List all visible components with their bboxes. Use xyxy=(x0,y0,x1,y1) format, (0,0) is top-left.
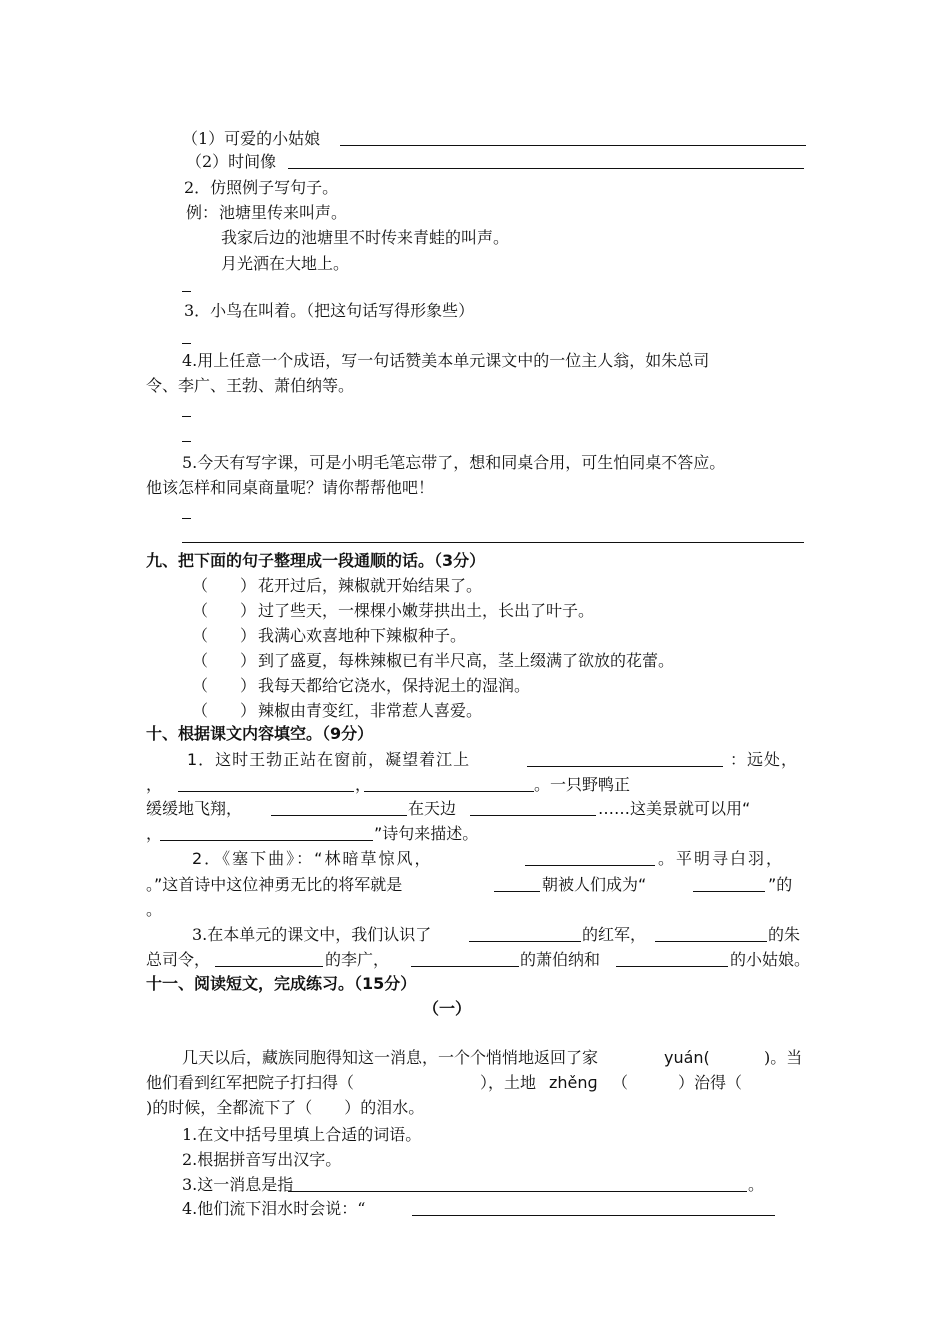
q8-item5-line1: 5.今天有写字课，可是小明毛笔忘带了，想和同桌合用，可生怕同桌不答应。 xyxy=(182,453,726,472)
passage-line1: 几天以后，藏族同胞得知这一消息，一个个悄悄地返回了家 yuán( )。当 xyxy=(0,1046,950,1070)
prompt-sentence: 月光洒在大地上。 xyxy=(221,254,350,273)
q8-item2 xyxy=(0,150,950,174)
answer-dash[interactable] xyxy=(182,416,191,417)
q8-example-line1 xyxy=(0,201,950,225)
q8-item5-line2: 他该怎样和同桌商量呢？请你帮帮他吧！ xyxy=(146,478,435,497)
blank[interactable] xyxy=(215,948,323,967)
blank[interactable] xyxy=(494,873,540,892)
q10-line8: 3.在本单元的课文中，我们认识了 的红军， 的朱 xyxy=(192,925,801,944)
blank[interactable] xyxy=(470,797,596,816)
q9-sentence: （ ） 过了些天，一棵棵小嫩芽拱出土，长出了叶子。 xyxy=(0,599,950,623)
q11-question2: 2.根据拼音写出汉字。 xyxy=(182,1150,342,1169)
blank[interactable] xyxy=(271,797,407,816)
answer-line[interactable] xyxy=(288,1173,747,1192)
passage-line3: )的时候，全都流下了（ ）的泪水。 xyxy=(146,1098,425,1117)
q8-item4-line2: 令、李广、王勃、萧伯纳等。 xyxy=(146,376,355,395)
q11-heading: 十一、阅读短文，完成练习。（15分） xyxy=(146,974,417,993)
order-bracket[interactable]: （ ） xyxy=(192,601,257,620)
blank[interactable] xyxy=(655,923,767,942)
example-sentence: 我家后边的池塘里不时传来青蛙的叫声。 xyxy=(221,228,510,247)
passage-line2: 他们看到红军把院子打扫得（ ），土地 zhěnɡ （ ）治得（ xyxy=(0,1071,950,1095)
example-label: 例： xyxy=(186,203,219,222)
blank[interactable] xyxy=(160,822,373,841)
q9-sentence: （ ） 我每天都给它浇水，保持泥土的湿润。 xyxy=(0,674,950,698)
answer-dash[interactable] xyxy=(182,518,191,519)
pinyin: zhěnɡ xyxy=(549,1073,598,1092)
answer-line[interactable] xyxy=(182,542,804,543)
q8-item1 xyxy=(0,127,950,151)
order-bracket[interactable]: （ ） xyxy=(192,676,257,695)
q9-sentence: （ ） 花开过后，辣椒就开始结果了。 xyxy=(0,574,950,598)
q8-item1-label: （1）可爱的小姑娘 xyxy=(182,129,321,148)
q8-example-line3 xyxy=(0,252,950,276)
q10-line5: 2．《塞下曲》：“林暗草惊风， 。平明寻白羽， xyxy=(192,849,785,868)
answer-line[interactable] xyxy=(288,150,804,169)
order-bracket[interactable]: （ ） xyxy=(192,576,257,595)
blank[interactable] xyxy=(364,773,534,792)
pinyin: yuán( xyxy=(664,1048,710,1067)
q9-sentence: （ ） 辣椒由青变红，非常惹人喜爱。 xyxy=(0,699,950,723)
blank[interactable] xyxy=(616,948,728,967)
order-bracket[interactable]: （ ） xyxy=(192,626,257,645)
q10-line1: 1．这时王勃正站在窗前，凝望着江上 ：远处， xyxy=(187,750,799,769)
answer-dash[interactable] xyxy=(182,291,191,292)
q11-question1: 1.在文中括号里填上合适的词语。 xyxy=(182,1125,422,1144)
q10-line6: 。”这首诗中这位神勇无比的将军就是 朝被人们成为“ ”的 xyxy=(146,875,793,894)
blank[interactable] xyxy=(525,847,655,866)
q8-item2-label: （2）时间像 xyxy=(186,152,277,171)
q9-heading: 九、把下面的句子整理成一段通顺的话。（3分） xyxy=(146,551,486,570)
q10-line3: 缓缓地飞翔， 在天边 ……这美景就可以用“ xyxy=(146,799,751,818)
q8-item4-line1: 4.用上任意一个成语，写一句话赞美本单元课文中的一位主人翁，如朱总司 xyxy=(182,351,710,370)
q10-line4: ， ”诗句来描述。 xyxy=(146,824,479,843)
q9-sentence: （ ） 我满心欢喜地种下辣椒种子。 xyxy=(0,624,950,648)
answer-dash[interactable] xyxy=(182,441,191,442)
q10-line2: ， ， 。一只野鸭正 xyxy=(146,775,631,794)
blank[interactable] xyxy=(411,948,519,967)
blank[interactable] xyxy=(469,923,581,942)
q10-heading: 十、根据课文内容填空。（9分） xyxy=(146,724,374,743)
q11-question3: 3.这一消息是指 。 xyxy=(182,1175,765,1194)
blank[interactable] xyxy=(178,773,354,792)
q10-line7: 。 xyxy=(146,900,163,919)
order-bracket[interactable]: （ ） xyxy=(192,701,257,720)
q8-item2-title: 2．仿照例子写句子。 xyxy=(184,178,339,197)
answer-line[interactable] xyxy=(340,127,806,146)
q10-line9: 总司令， 的李广， 的萧伯纳和 的小姑娘。 xyxy=(146,950,811,969)
q9-sentence: （ ） 到了盛夏，每株辣椒已有半尺高，茎上缀满了欲放的花蕾。 xyxy=(0,649,950,673)
answer-dash[interactable] xyxy=(182,343,191,344)
q8-item3: 3．小鸟在叫着。（把这句话写得形象些） xyxy=(184,301,475,320)
q11-part-label: （一） xyxy=(423,999,472,1018)
q11-question4: 4.他们流下泪水时会说：“ xyxy=(0,1197,950,1221)
answer-line[interactable] xyxy=(412,1197,775,1216)
q8-example-line2 xyxy=(0,226,950,250)
order-bracket[interactable]: （ ） xyxy=(192,651,257,670)
blank[interactable] xyxy=(527,748,723,767)
blank[interactable] xyxy=(693,873,765,892)
example-sentence: 池塘里传来叫声。 xyxy=(219,203,348,222)
